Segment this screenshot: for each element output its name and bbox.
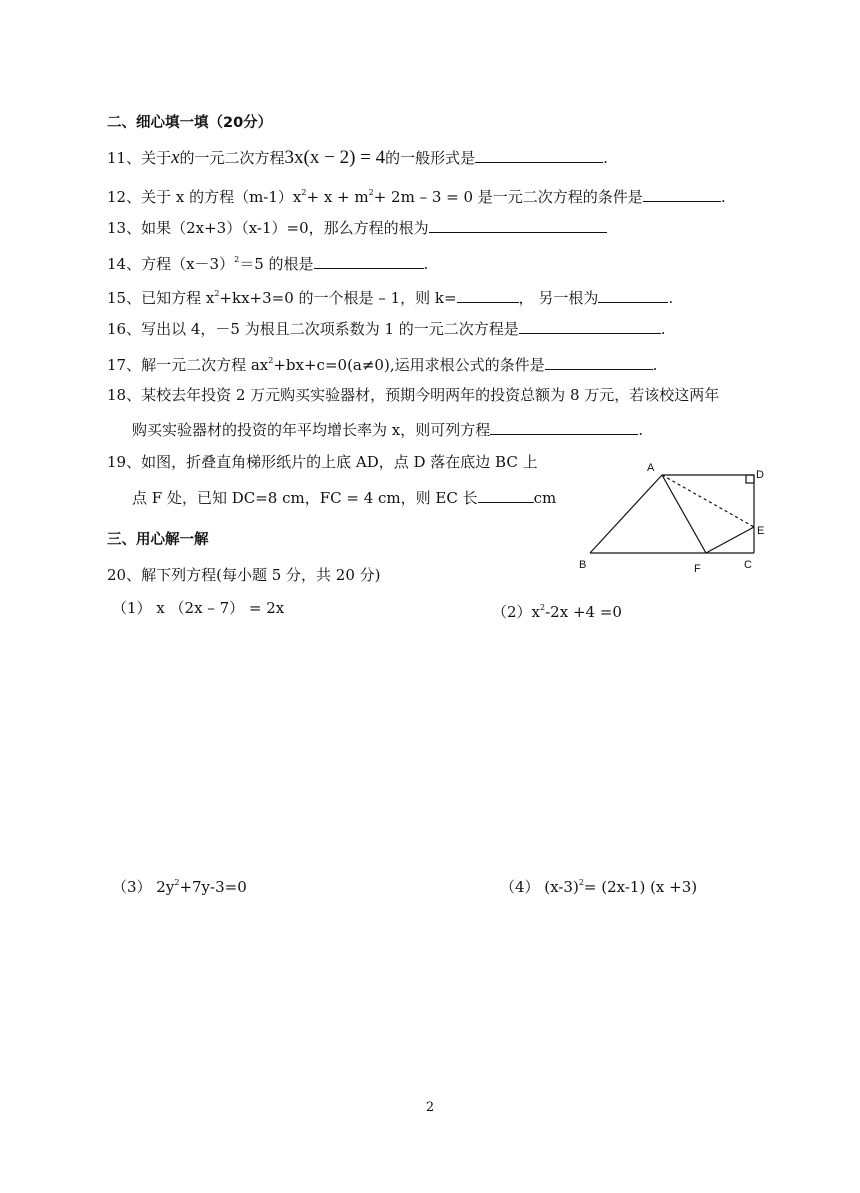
equation-4: [500, 873, 697, 897]
question-14: [107, 250, 428, 274]
eq2-part-b: -2x +4 =0: [545, 603, 622, 621]
eq2-part-a: （2）x: [492, 603, 541, 621]
q14-end: .: [423, 255, 429, 273]
label-D: D: [756, 469, 764, 481]
answer-blank[interactable]: [490, 418, 638, 435]
q12-part-b: + x + m: [306, 188, 369, 206]
section-title-solve: 三、用心解一解: [107, 532, 209, 548]
label-B: B: [579, 559, 587, 571]
q12-part-c: + 2m – 3 = 0 是一元二次方程的条件是: [373, 188, 643, 206]
eq2-sup: 2: [540, 603, 546, 612]
answer-blank[interactable]: [643, 185, 721, 202]
equation-2: [492, 598, 622, 622]
answer-blank[interactable]: [519, 317, 661, 334]
q19-unit: cm: [533, 489, 557, 507]
q15-part-c: ， 另一根为: [518, 289, 599, 307]
q15-part-a: 15、已知方程 x: [107, 289, 215, 307]
edge-AB: [590, 475, 662, 553]
q15-part-b: +kx+3=0 的一个根是 – 1，则 k=: [219, 289, 457, 307]
right-angle-mark: [746, 475, 754, 483]
q14-part-b: ＝5 的根是: [239, 255, 314, 273]
page-number: 2: [425, 1100, 435, 1115]
question-16: [107, 317, 666, 339]
q16-text: 16、写出以 4，－5 为根且二次项系数为 1 的一元二次方程是: [107, 320, 519, 338]
q14-sup: 2: [234, 255, 240, 264]
q14-part-a: 14、方程（x－3）: [107, 255, 235, 273]
answer-blank-k[interactable]: [457, 286, 519, 303]
q11-mid: 的一元二次方程: [179, 149, 285, 167]
q18-line2-text: 购买实验器材的投资的年平均增长率为 x，则可列方程: [132, 421, 491, 439]
question-15: [107, 284, 673, 308]
q17-end: .: [652, 356, 658, 374]
q11-suffix: 的一般形式是: [385, 149, 476, 167]
q16-end: .: [660, 320, 666, 338]
question-11: [107, 146, 608, 168]
section-title-fill-in: 二、细心填一填（20分）: [107, 115, 273, 131]
trapezoid-figure: [574, 455, 774, 585]
q12-sup: 2: [301, 188, 307, 197]
q17-part-b: +bx+c=0(a≠0),运用求根公式的条件是: [273, 356, 545, 374]
q17-sup: 2: [268, 356, 274, 365]
question-18-line2: [132, 418, 643, 440]
eq3-sup: 2: [174, 878, 180, 887]
equation-3: [112, 873, 247, 897]
eq4-part-b: = (2x-1) (x +3): [583, 878, 698, 896]
fold-AF: [662, 475, 706, 553]
question-13: [107, 216, 607, 238]
eq3-part-b: +7y-3=0: [179, 878, 247, 896]
dashed-AE: [662, 475, 754, 527]
q11-variable: x: [171, 147, 180, 168]
question-12: [107, 183, 726, 207]
answer-blank[interactable]: [545, 353, 653, 370]
question-18-line1: 18、某校去年投资 2 万元购买实验器材，预期今明两年的投资总额为 8 万元，若该校这两年: [107, 386, 720, 404]
answer-blank[interactable]: [429, 216, 607, 233]
fold-FE: [706, 527, 754, 553]
eq3-part-a: （3） 2y: [112, 878, 175, 896]
q18-end: .: [638, 421, 644, 439]
q17-part-a: 17、解一元二次方程 ax: [107, 356, 269, 374]
question-20-title: 20、解下列方程(每小题 5 分，共 20 分): [107, 566, 381, 584]
question-17: [107, 351, 657, 375]
q12-part-a: 12、关于 x 的方程（m-1）x: [107, 188, 302, 206]
q12-end: .: [720, 188, 726, 206]
eq4-sup: 2: [578, 878, 584, 887]
q15-end: .: [668, 289, 674, 307]
answer-blank[interactable]: [478, 486, 534, 503]
label-E: E: [757, 525, 765, 537]
question-19-line1: 19、如图，折叠直角梯形纸片的上底 AD，点 D 落在底边 BC 上: [107, 453, 538, 471]
question-19-line2: [132, 486, 556, 508]
answer-blank[interactable]: [475, 146, 603, 163]
q12-sup-2: 2: [368, 188, 374, 197]
eq4-part-a: （4） (x-3): [500, 878, 579, 896]
q11-prefix: 11、关于: [107, 149, 172, 167]
q11-equation: 3x(x − 2) = 4: [284, 147, 386, 168]
q13-text: 13、如果（2x+3）（x-1）=0，那么方程的根为: [107, 219, 429, 237]
answer-blank[interactable]: [314, 252, 424, 269]
answer-blank-root[interactable]: [598, 286, 668, 303]
q19-line2-text: 点 F 处，已知 DC=8 cm，FC = 4 cm，则 EC 长: [132, 489, 478, 507]
q11-end: .: [603, 149, 608, 167]
label-A: A: [647, 462, 655, 474]
label-F: F: [694, 563, 701, 575]
q15-sup: 2: [214, 289, 220, 298]
equation-1: （1） x （2x – 7） = 2x: [112, 599, 285, 617]
label-C: C: [744, 559, 752, 571]
